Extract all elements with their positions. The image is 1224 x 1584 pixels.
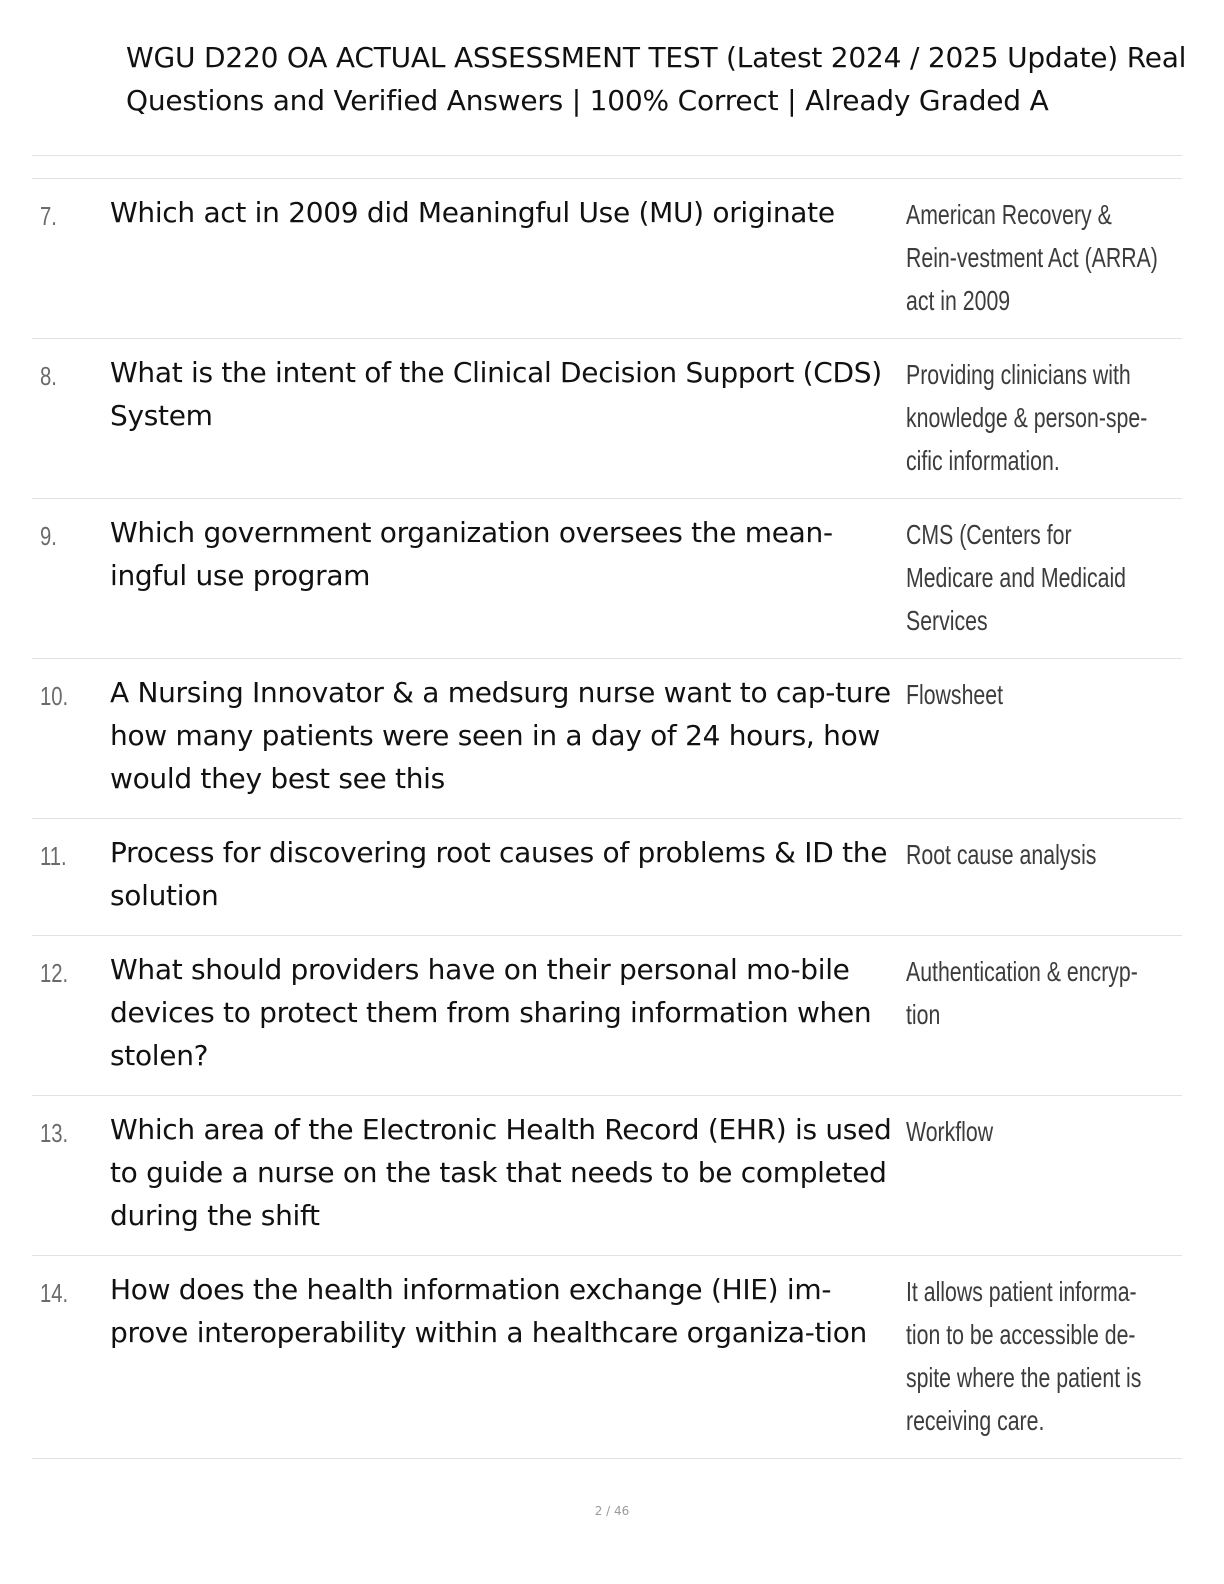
question-number: 11. xyxy=(40,841,67,871)
answer-text: Providing clinicians with knowledge & person-spe-cific information. xyxy=(906,359,1148,476)
qa-row xyxy=(32,658,1182,818)
question-text: Which area of the Electronic Health Record (EHR) is used to guide a nurse on the task that needs to be completed during the shift xyxy=(110,1113,892,1232)
answer-text: CMS (Centers for Medicare and Medicaid Services xyxy=(906,519,1127,636)
question-number: 14. xyxy=(40,1278,69,1308)
question-answer-list xyxy=(32,178,1182,1459)
document-title-line-1: WGU D220 OA ACTUAL ASSESSMENT TEST (Latest 2024 / 2025 Update) Real xyxy=(126,41,1187,74)
answer-text: American Recovery & Rein-vestment Act (ARRA) act in 2009 xyxy=(906,199,1158,316)
qa-row xyxy=(32,1255,1182,1459)
question-text: Which act in 2009 did Meaningful Use (MU) originate xyxy=(110,196,835,229)
question-number: 12. xyxy=(40,958,69,988)
answer-text: Authentication & encryp-tion xyxy=(906,956,1138,1030)
question-text: A Nursing Innovator & a medsurg nurse want to cap-ture how many patients were seen in a day of 24 hours, how would they best see this xyxy=(110,676,891,795)
question-number: 7. xyxy=(40,201,57,231)
qa-row xyxy=(32,338,1182,498)
qa-row xyxy=(32,178,1182,338)
qa-row xyxy=(32,498,1182,658)
answer-text: Flowsheet xyxy=(906,679,1003,710)
qa-row xyxy=(32,1095,1182,1255)
qa-row xyxy=(32,935,1182,1095)
question-text: What is the intent of the Clinical Decision Support (CDS) System xyxy=(110,356,882,432)
question-number: 10. xyxy=(40,681,69,711)
question-number: 13. xyxy=(40,1118,69,1148)
page-indicator: 2 / 46 xyxy=(594,1504,630,1518)
qa-row xyxy=(32,818,1182,935)
document-title-line-2: Questions and Verified Answers | 100% Correct | Already Graded A xyxy=(126,84,1049,117)
question-text: Process for discovering root causes of problems & ID the solution xyxy=(110,836,888,912)
answer-text: Root cause analysis xyxy=(906,839,1097,870)
question-text: Which government organization oversees the mean-ingful use program xyxy=(110,516,833,592)
question-number: 8. xyxy=(40,361,57,391)
answer-text: It allows patient informa-tion to be accessible de-spite where the patient is receiving care. xyxy=(906,1276,1142,1436)
document-title xyxy=(126,36,1224,122)
question-number: 9. xyxy=(40,521,57,551)
answer-text: Workflow xyxy=(906,1116,994,1147)
question-text: What should providers have on their personal mo-bile devices to protect them from sharing information when stolen? xyxy=(110,953,872,1072)
header-divider xyxy=(32,155,1182,156)
question-text: How does the health information exchange (HIE) im-prove interoperability within a healthcare organiza-tion xyxy=(110,1273,867,1349)
